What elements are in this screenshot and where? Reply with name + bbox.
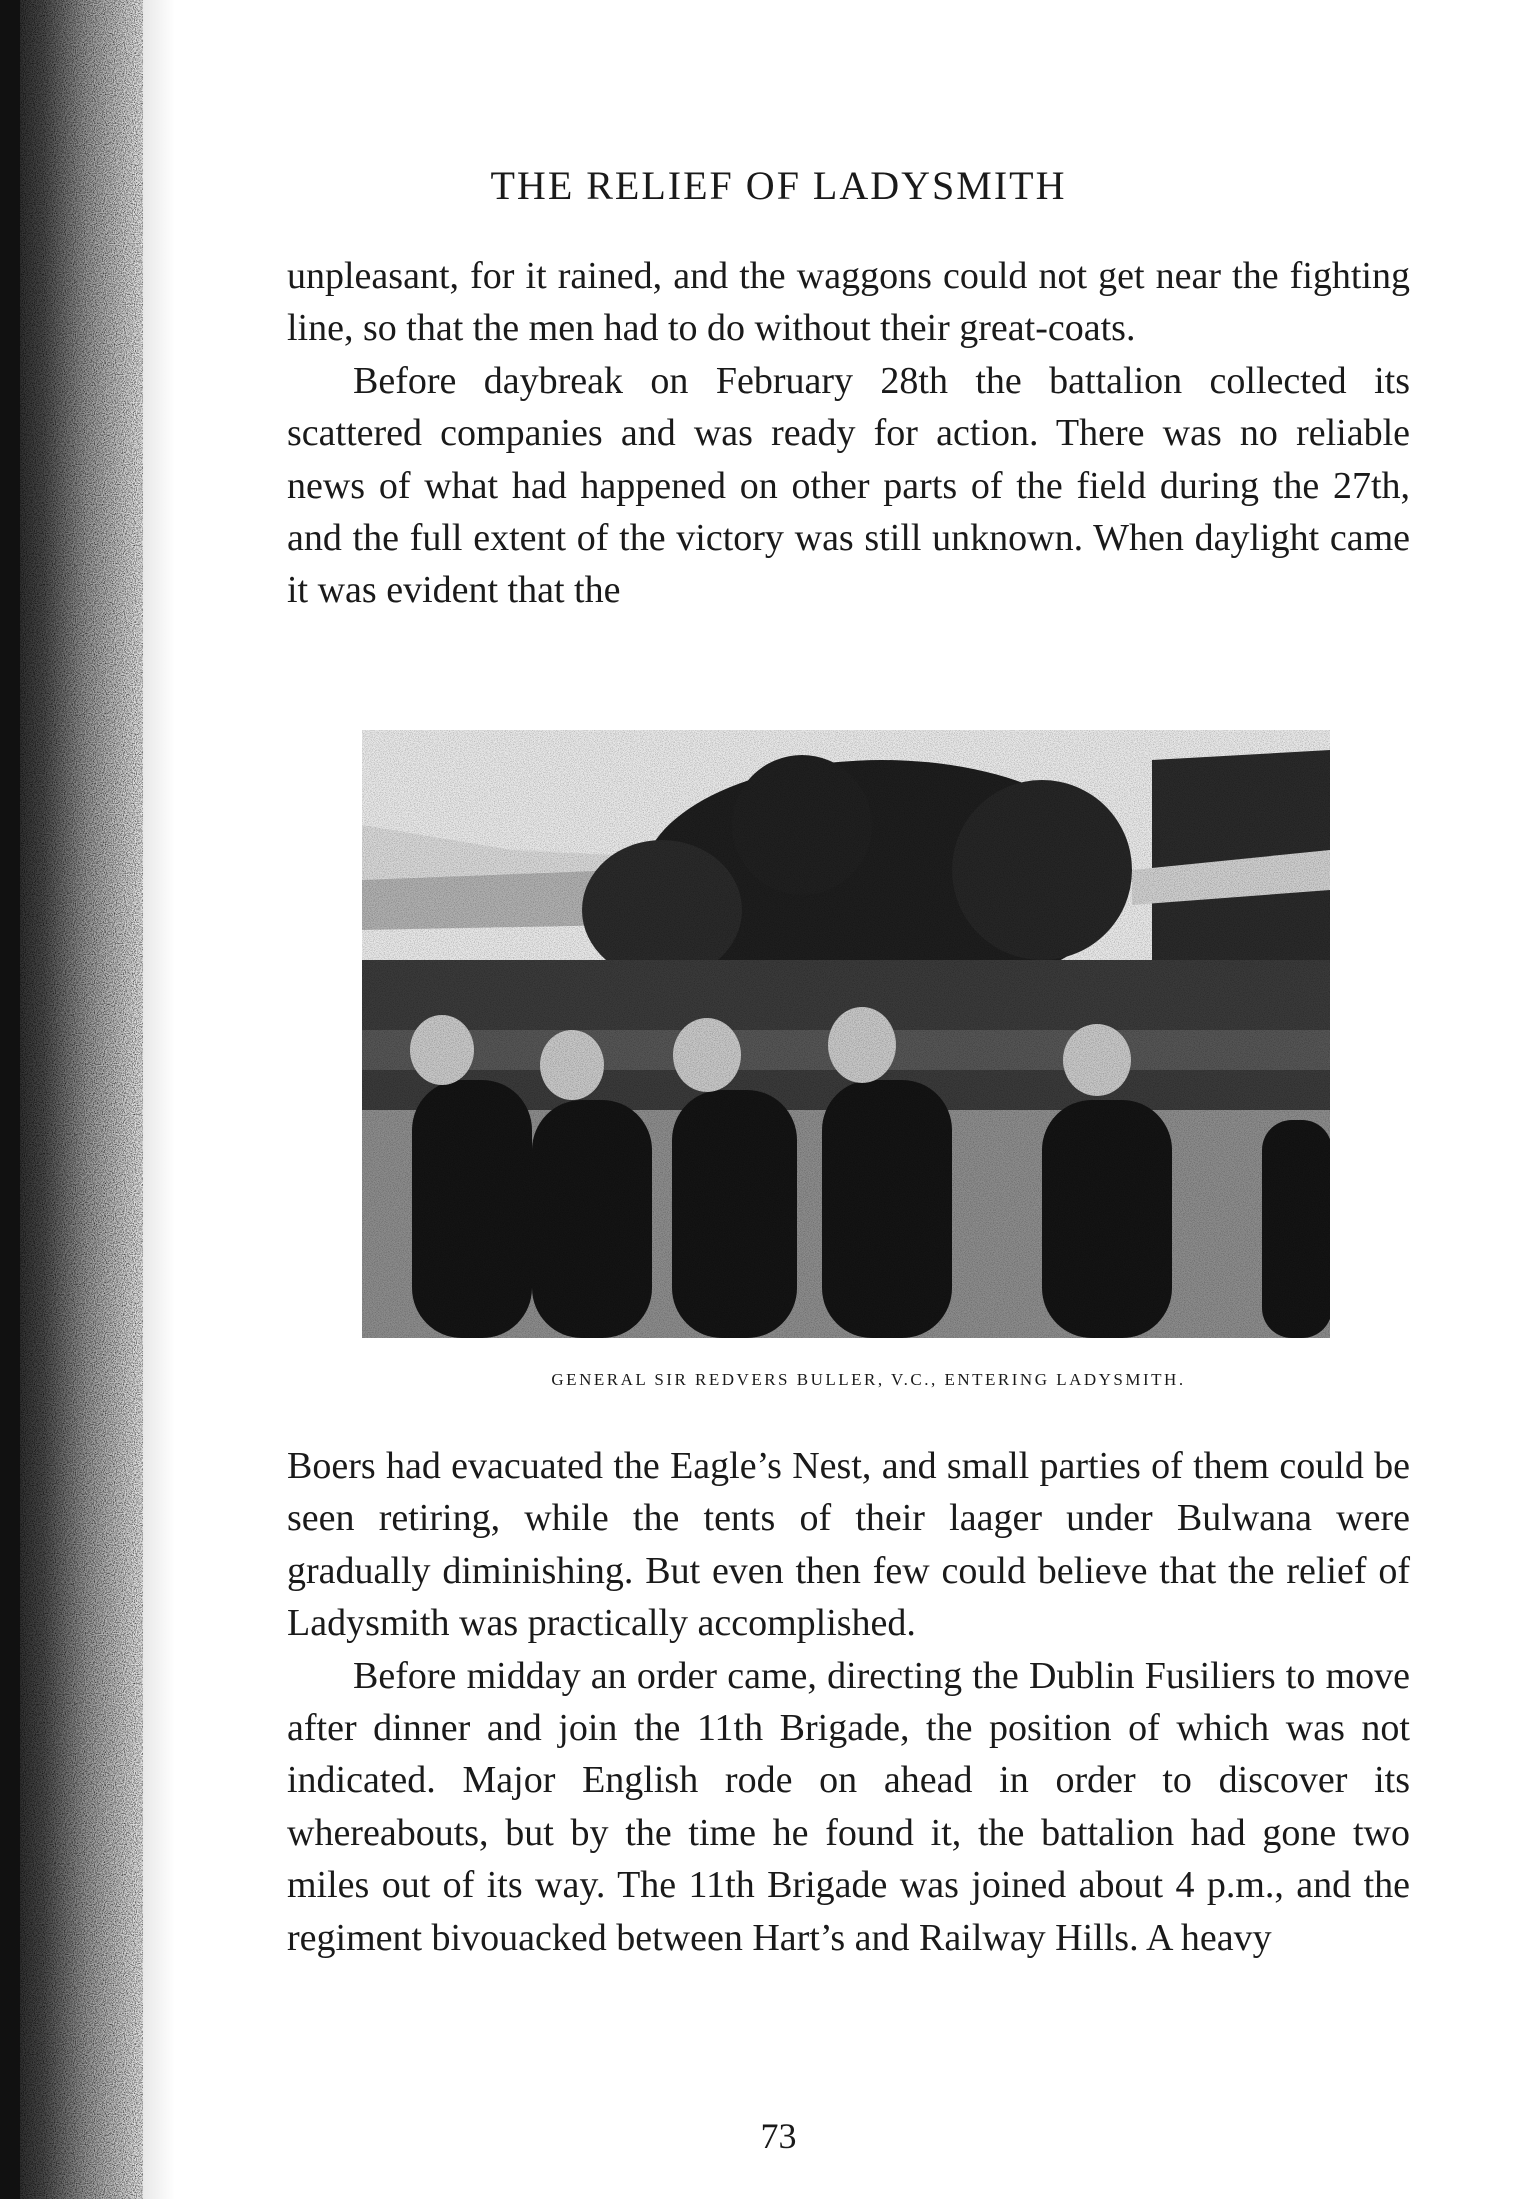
page-number: 73 bbox=[760, 2116, 797, 2156]
photograph-buller-entering-ladysmith bbox=[362, 730, 1330, 1338]
paragraph: Before midday an order came, directing the Dublin Fusiliers to move after dinner and join the 11th Brigade, the position of which was not indicated. Major English rode on ahead in order to discover its whereabouts, but by the time he found it, the battalion had gone two miles out of its way. The 11th Brigade was joined about 4 p.m., and the regiment bivouacked between Hart’s and Railway Hills. A heavy bbox=[287, 1654, 1410, 1959]
running-head: THE RELIEF OF LADYSMITH bbox=[490, 163, 1067, 208]
figure-caption: GENERAL SIR REDVERS BULLER, V.C., ENTERING LADYSMITH. bbox=[551, 1370, 1186, 1389]
scan-gutter-shadow bbox=[0, 0, 175, 2199]
paragraph: Boers had evacuated the Eagle’s Nest, and small parties of them could be seen retiring, while the tents of their laager under Bulwana were gradually diminishing. But even then few could believe that the relief of Ladysmith was practically accomplished. bbox=[287, 1445, 1410, 1645]
paragraph: unpleasant, for it rained, and the waggons could not get near the fighting line, so that the men had to do without their great-coats. bbox=[287, 255, 1410, 350]
paragraph: Before daybreak on February 28th the battalion collected its scattered companies and was ready for action. There was no reliable news of what had happened on other parts of the field during the 27th, and the full extent of the victory was still unknown. When daylight came it was evident that the bbox=[287, 359, 1410, 612]
text-block-top bbox=[287, 250, 1410, 617]
text-block-bottom bbox=[287, 1440, 1410, 1964]
